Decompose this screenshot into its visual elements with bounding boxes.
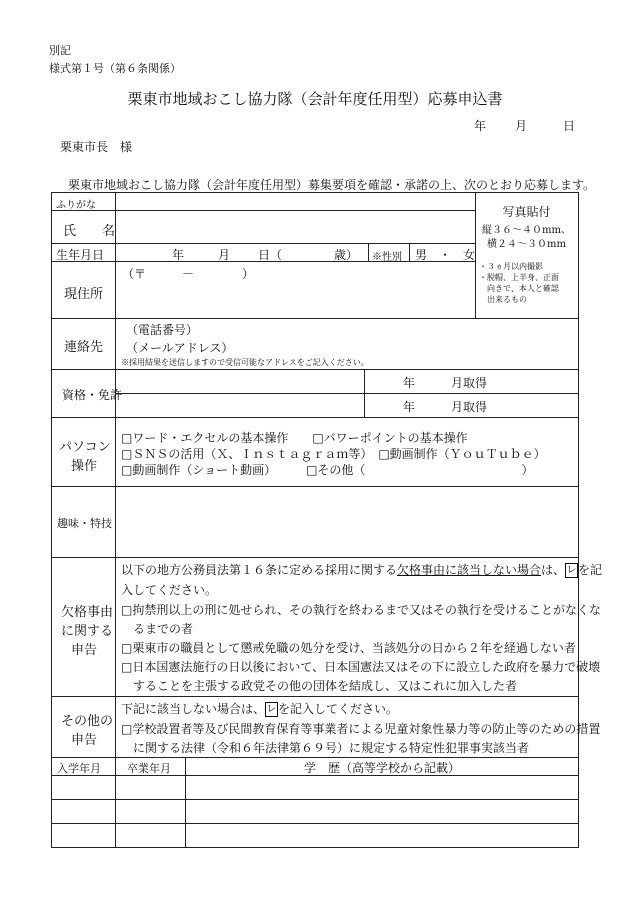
disq-intro-part-d: を記 bbox=[578, 563, 603, 577]
disq-label-2: に関する bbox=[61, 624, 114, 639]
name-label: 氏 名 bbox=[63, 224, 116, 239]
disq-item-1-cont: るまでの者 bbox=[133, 622, 194, 636]
license-label: 資格・免許 bbox=[62, 388, 123, 402]
other-label-2: 申告 bbox=[71, 733, 98, 748]
license-date-2: 年 月取得 bbox=[403, 400, 488, 414]
edu-row[interactable] bbox=[52, 824, 578, 846]
disq-intro-part-a: 以下の地方公務員法第１６条に定める採用に関する bbox=[121, 563, 398, 577]
license-field-1[interactable] bbox=[117, 371, 363, 392]
disq-label-1: 欠格事由 bbox=[61, 605, 114, 620]
pc-skill-line-1[interactable]: □ワード・エクセルの基本操作 □パワーポイントの基本操作 bbox=[121, 431, 468, 445]
photo-note-1: ・３ヵ月以内撮影 bbox=[479, 262, 543, 271]
address-label: 現住所 bbox=[64, 287, 104, 302]
pc-label-1: パソコン bbox=[59, 440, 111, 455]
photo-size-2: 横２４～３０mm bbox=[487, 239, 566, 250]
disq-intro-cont: 入してください。 bbox=[121, 583, 218, 597]
disq-item-1[interactable]: □拘禁刑以上の刑に処せられ、その執行を終わるまで又はその執行を受けることがなくな bbox=[121, 603, 602, 617]
edu-col-graduation: 卒業年月 bbox=[127, 762, 171, 775]
check-mark-box: レ bbox=[266, 704, 277, 715]
dob-age: 歳） bbox=[334, 248, 359, 262]
photo-note-4: 出来るもの bbox=[487, 295, 527, 304]
postal-code: （〒 － ） bbox=[122, 267, 255, 281]
other-item-1-cont: に関する法律（令和６年法律第６９号）に規定する特定性犯罪事実該当者 bbox=[133, 741, 530, 755]
dob-year: 年 bbox=[172, 248, 185, 262]
check-mark-box: レ bbox=[566, 565, 577, 576]
address-field[interactable] bbox=[117, 281, 473, 316]
addressee: 栗東市長 様 bbox=[60, 140, 133, 154]
photo-title: 写真貼付 bbox=[502, 205, 551, 219]
disq-intro-part-c: は、 bbox=[541, 563, 566, 577]
edu-col-history: 学 歴（高等学校から記載） bbox=[303, 761, 460, 775]
other-label-1: その他の bbox=[61, 714, 114, 729]
photo-notes bbox=[479, 261, 559, 305]
edu-row[interactable] bbox=[52, 776, 578, 798]
edu-row[interactable] bbox=[52, 800, 578, 822]
furigana-field[interactable] bbox=[117, 193, 473, 209]
disq-intro-underlined: 欠格事由に該当しない場合 bbox=[397, 563, 542, 577]
pc-skill-line-3[interactable]: □動画制作（ショート動画） □その他（ ） bbox=[121, 463, 534, 477]
name-field[interactable] bbox=[117, 212, 473, 242]
license-date-1: 年 月取得 bbox=[403, 376, 488, 390]
disq-item-3[interactable]: □日本国憲法施行の日以後において、日本国憲法又はその下に設立した政府を暴力で破壊 bbox=[121, 660, 601, 674]
form-number: 様式第１号（第６条関係） bbox=[49, 62, 181, 75]
edu-col-entry: 入学年月 bbox=[57, 762, 101, 775]
hobby-label: 趣味・特技 bbox=[57, 517, 112, 530]
contact-label: 連絡先 bbox=[64, 340, 104, 355]
photo-size-1: 縦３６～４０mm、 bbox=[482, 225, 571, 236]
phone-label: （電話番号） bbox=[126, 323, 199, 337]
other-intro bbox=[121, 700, 398, 717]
disq-item-3-cont: することを主張する政党その他の団体を結成し、又はこれに加入した者 bbox=[133, 679, 518, 693]
dob-month: 月 bbox=[218, 248, 231, 262]
other-item-1[interactable]: □学校設置者等及び民間教育保育等事業者による児童対象性暴力等の防止等のための措置 bbox=[121, 722, 601, 736]
pc-skill-line-2[interactable]: □ＳＮＳの活用（Ｘ、Ｉｎｓｔａｇｒａｍ等） □動画制作（ＹｏｕＴｕｂｅ） bbox=[121, 447, 546, 461]
other-intro-part-b: を記入してください。 bbox=[278, 702, 399, 716]
sex-label: ※性別 bbox=[372, 252, 402, 263]
page-title: 栗東市地域おこし協力隊（会計年度任用型）応募申込書 bbox=[127, 90, 503, 108]
hobby-field[interactable] bbox=[117, 488, 577, 556]
other-intro-part-a: 下記に該当しない場合は、 bbox=[121, 702, 266, 716]
disq-label-3: 申告 bbox=[71, 643, 98, 658]
dob-day: 日（ bbox=[258, 248, 283, 262]
dob-label: 生年月日 bbox=[56, 248, 105, 262]
photo-note-3: 向きで、本人と確認 bbox=[487, 284, 559, 293]
disq-intro bbox=[121, 561, 602, 578]
email-label: （メールアドレス） bbox=[126, 341, 234, 355]
disq-item-2[interactable]: □栗東市の職員として懲戒免職の処分を受け、当該処分の日から２年を経過しない者 bbox=[121, 641, 576, 655]
sex-options[interactable]: 男 ・ 女 bbox=[415, 248, 476, 262]
date-day: 日 bbox=[563, 119, 576, 133]
license-field-2[interactable] bbox=[117, 395, 363, 416]
date-year: 年 bbox=[474, 119, 487, 133]
photo-note-2: ・脱帽、上半身、正面 bbox=[479, 273, 559, 282]
pc-label-2: 操作 bbox=[71, 459, 98, 474]
furigana-label: ふりがな bbox=[56, 200, 96, 211]
email-note: ※採用結果を送信しますので受信可能なアドレスをご記入ください。 bbox=[121, 358, 369, 367]
date-month: 月 bbox=[515, 119, 528, 133]
intro-text: 栗東市地域おこし協力隊（会計年度任用型）募集要項を確認・承諾の上、次のとおり応募します。 bbox=[68, 178, 596, 192]
betsuki-label: 別記 bbox=[49, 44, 71, 57]
